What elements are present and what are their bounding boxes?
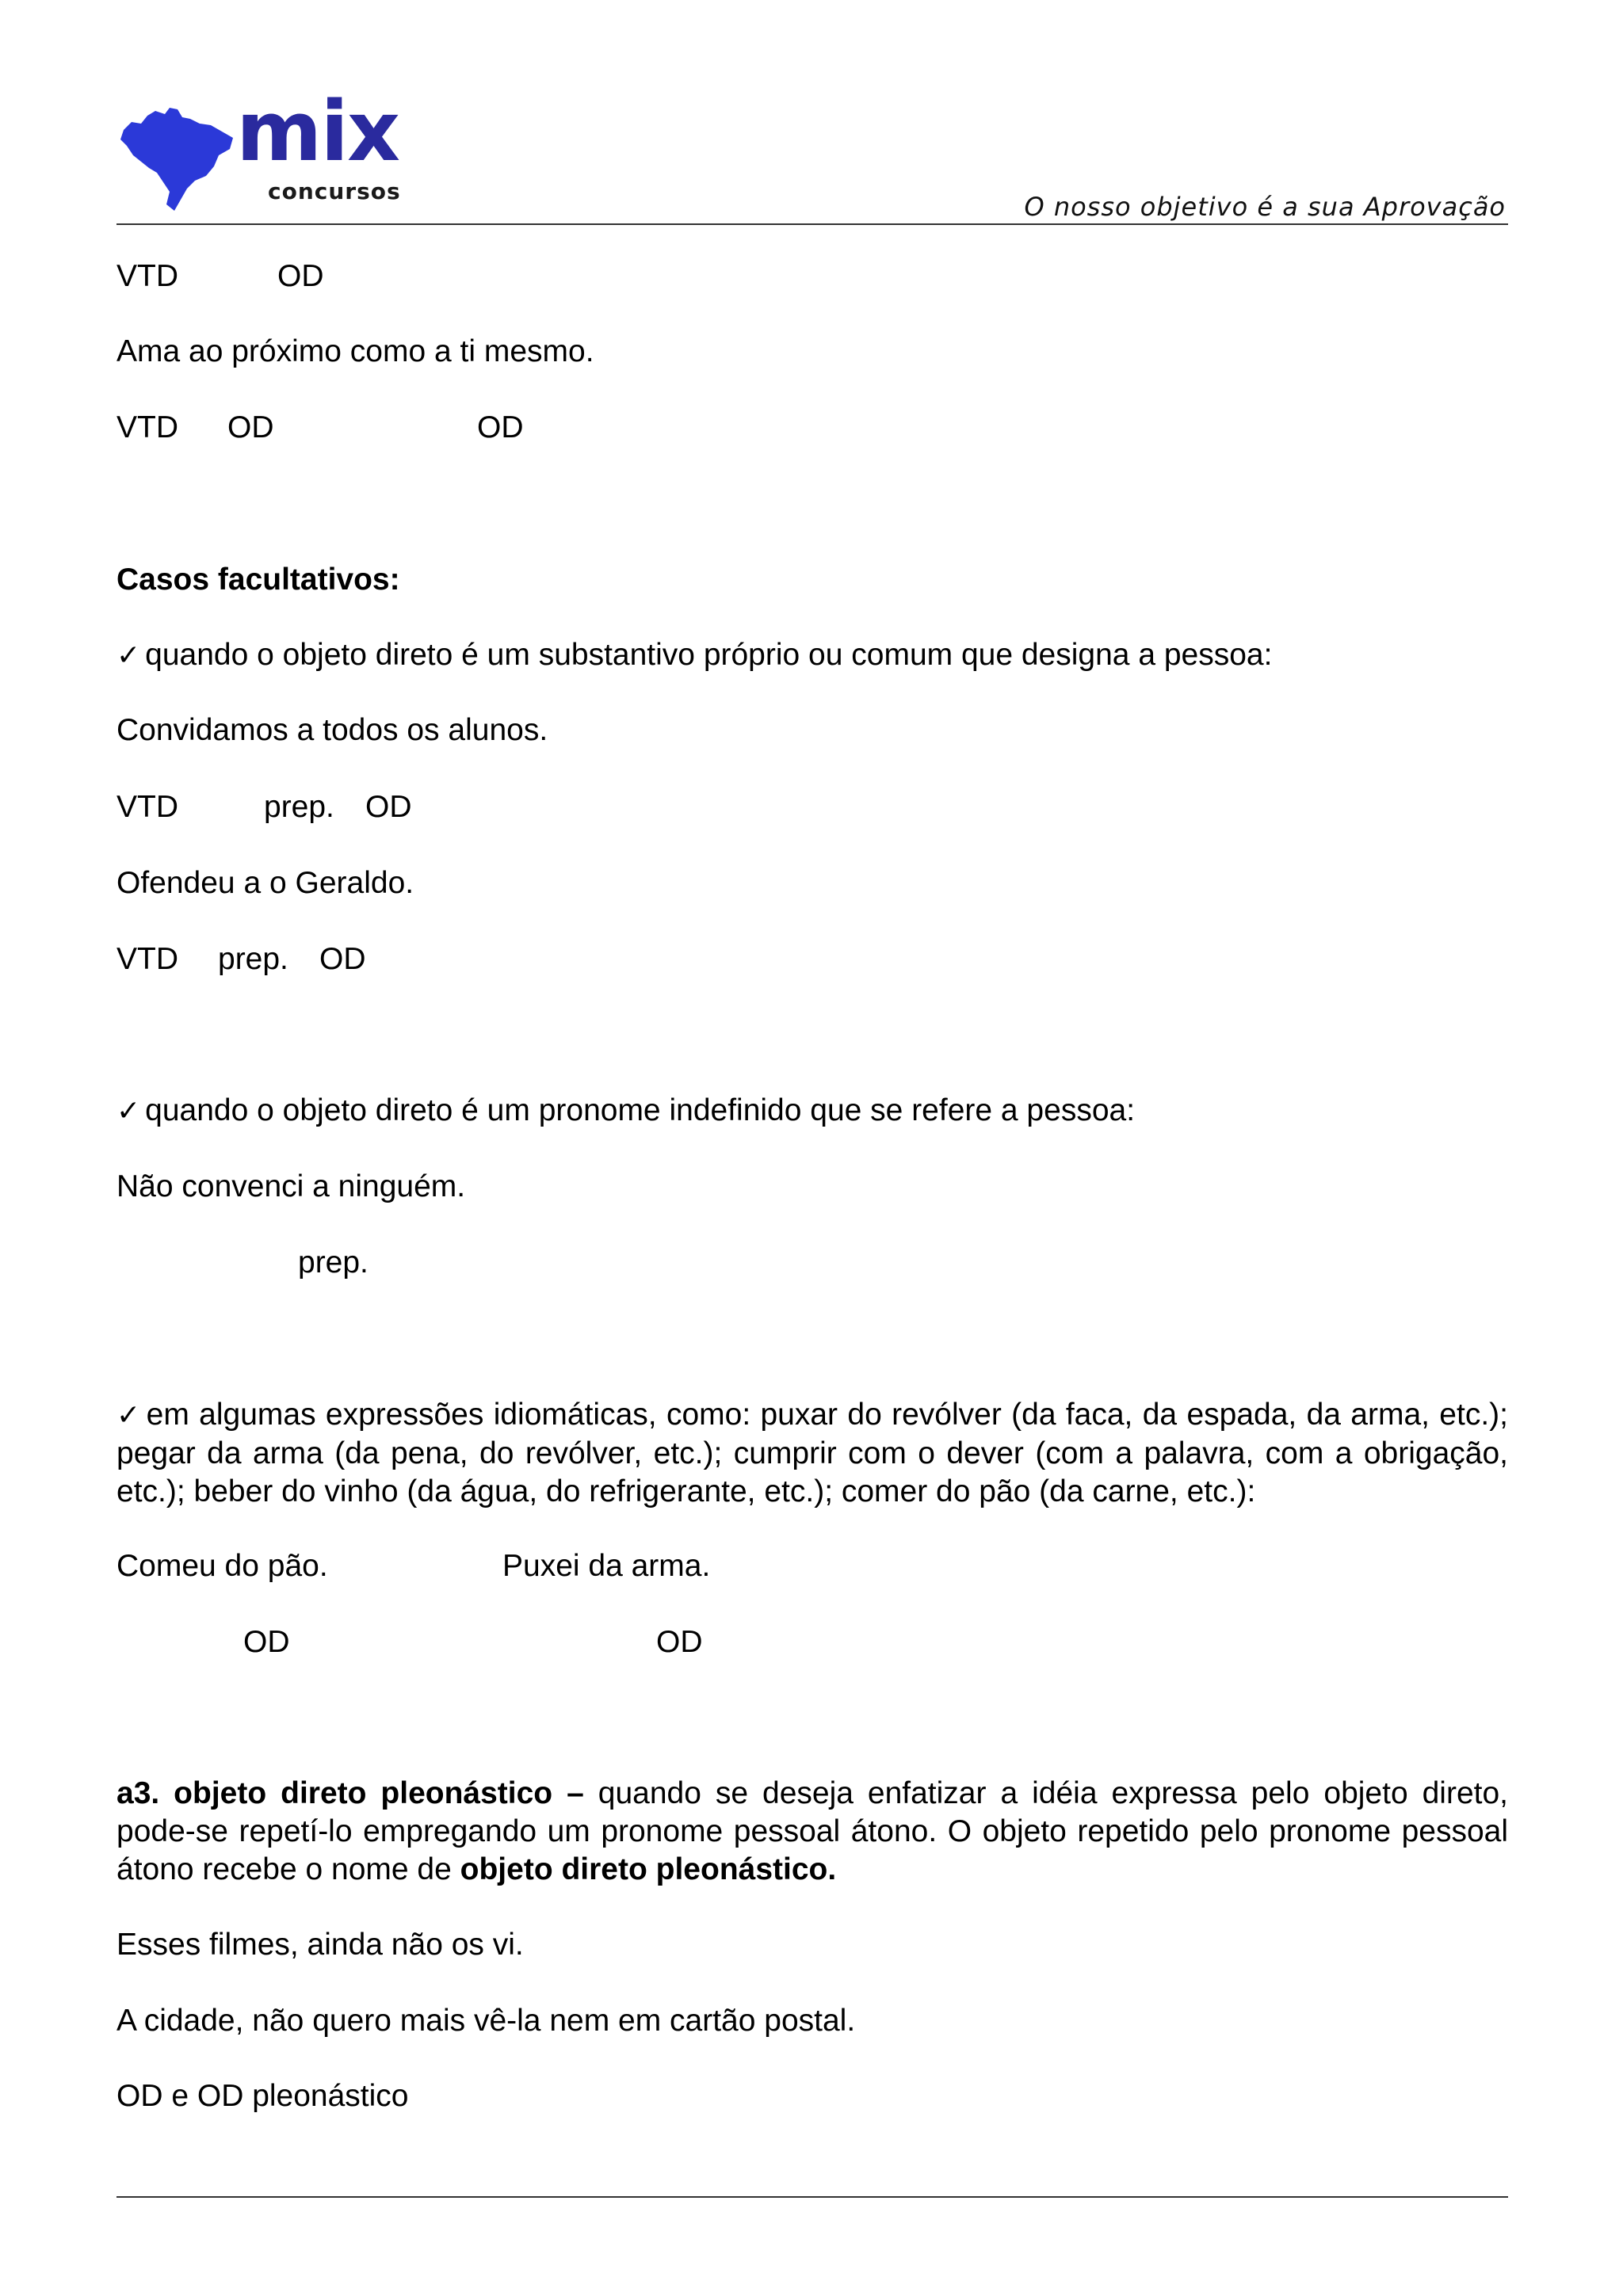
label-od: OD xyxy=(477,410,524,444)
label-vtd: VTD xyxy=(116,790,178,824)
label-od: OD xyxy=(319,942,366,976)
example-sentence: Esses filmes, ainda não os vi. xyxy=(116,1928,524,1962)
example-sentence: Não convenci a ninguém. xyxy=(116,1169,466,1203)
example-sentence: Ama ao próximo como a ti mesmo. xyxy=(116,334,594,368)
label-prep: prep. xyxy=(218,942,288,976)
check-icon: ✓ xyxy=(116,1095,141,1127)
logo-subtitle: concursos xyxy=(268,178,401,204)
section-heading: Casos facultativos: xyxy=(116,563,400,597)
definition-paragraph xyxy=(116,1775,1508,1889)
bullet-text: em algumas expressões idiomáticas, como: puxar do revólver (da faca, da espada, da arma, etc.); pegar da arma (da pena, do revólver, etc.); cumprir com o dever (com a palavra, com a obrigação, etc.); beber do vinho (da água, do refrigerante, etc.); comer do pão (da carne, etc.): xyxy=(116,1398,1508,1508)
definition-text: quando se deseja enfatizar a idéia expressa pelo objeto direto, pode-se repetí-lo empregando um pronome pessoal átono. O objeto repetido pelo pronome pessoal átono recebe o nome de xyxy=(116,1776,1508,1886)
example-sentence: Convidamos a todos os alunos. xyxy=(116,713,548,747)
term-heading: a3. objeto direto pleonástico – xyxy=(116,1776,584,1810)
label-od: OD xyxy=(227,410,274,444)
label-od: OD xyxy=(277,259,324,293)
term-name: objeto direto pleonástico. xyxy=(460,1852,837,1886)
mix-concursos-logo xyxy=(117,83,411,215)
label-vtd: VTD xyxy=(116,259,178,293)
label-od: OD xyxy=(656,1625,703,1659)
example-sentence: Puxei da arma. xyxy=(502,1549,711,1583)
bullet-text: quando o objeto direto é um pronome indefinido que se refere a pessoa: xyxy=(145,1093,1136,1127)
bullet-item xyxy=(116,1396,1508,1511)
label-od: OD xyxy=(243,1625,290,1659)
check-icon: ✓ xyxy=(116,1399,142,1432)
bullet-item xyxy=(116,636,1272,675)
brazil-map-icon xyxy=(117,100,236,215)
header-tagline: O nosso objetivo é a sua Aprovação xyxy=(1024,192,1506,222)
example-sentence: A cidade, não quero mais vê-la nem em cartão postal. xyxy=(116,2004,856,2038)
label-vtd: VTD xyxy=(116,942,178,976)
example-sentence: Ofendeu a o Geraldo. xyxy=(116,866,414,900)
footer-divider xyxy=(116,2196,1508,2198)
label-vtd: VTD xyxy=(116,410,178,444)
example-sentence: Comeu do pão. xyxy=(116,1549,328,1583)
example-sentence: OD e OD pleonástico xyxy=(116,2079,409,2113)
label-prep: prep. xyxy=(298,1245,369,1280)
label-prep: prep. xyxy=(264,790,334,824)
header-divider xyxy=(116,223,1508,225)
check-icon: ✓ xyxy=(116,639,141,672)
logo-wordmark: mix xyxy=(236,83,399,180)
label-od: OD xyxy=(365,790,412,824)
bullet-item xyxy=(116,1092,1135,1131)
bullet-text: quando o objeto direto é um substantivo próprio ou comum que designa a pessoa: xyxy=(145,638,1273,672)
